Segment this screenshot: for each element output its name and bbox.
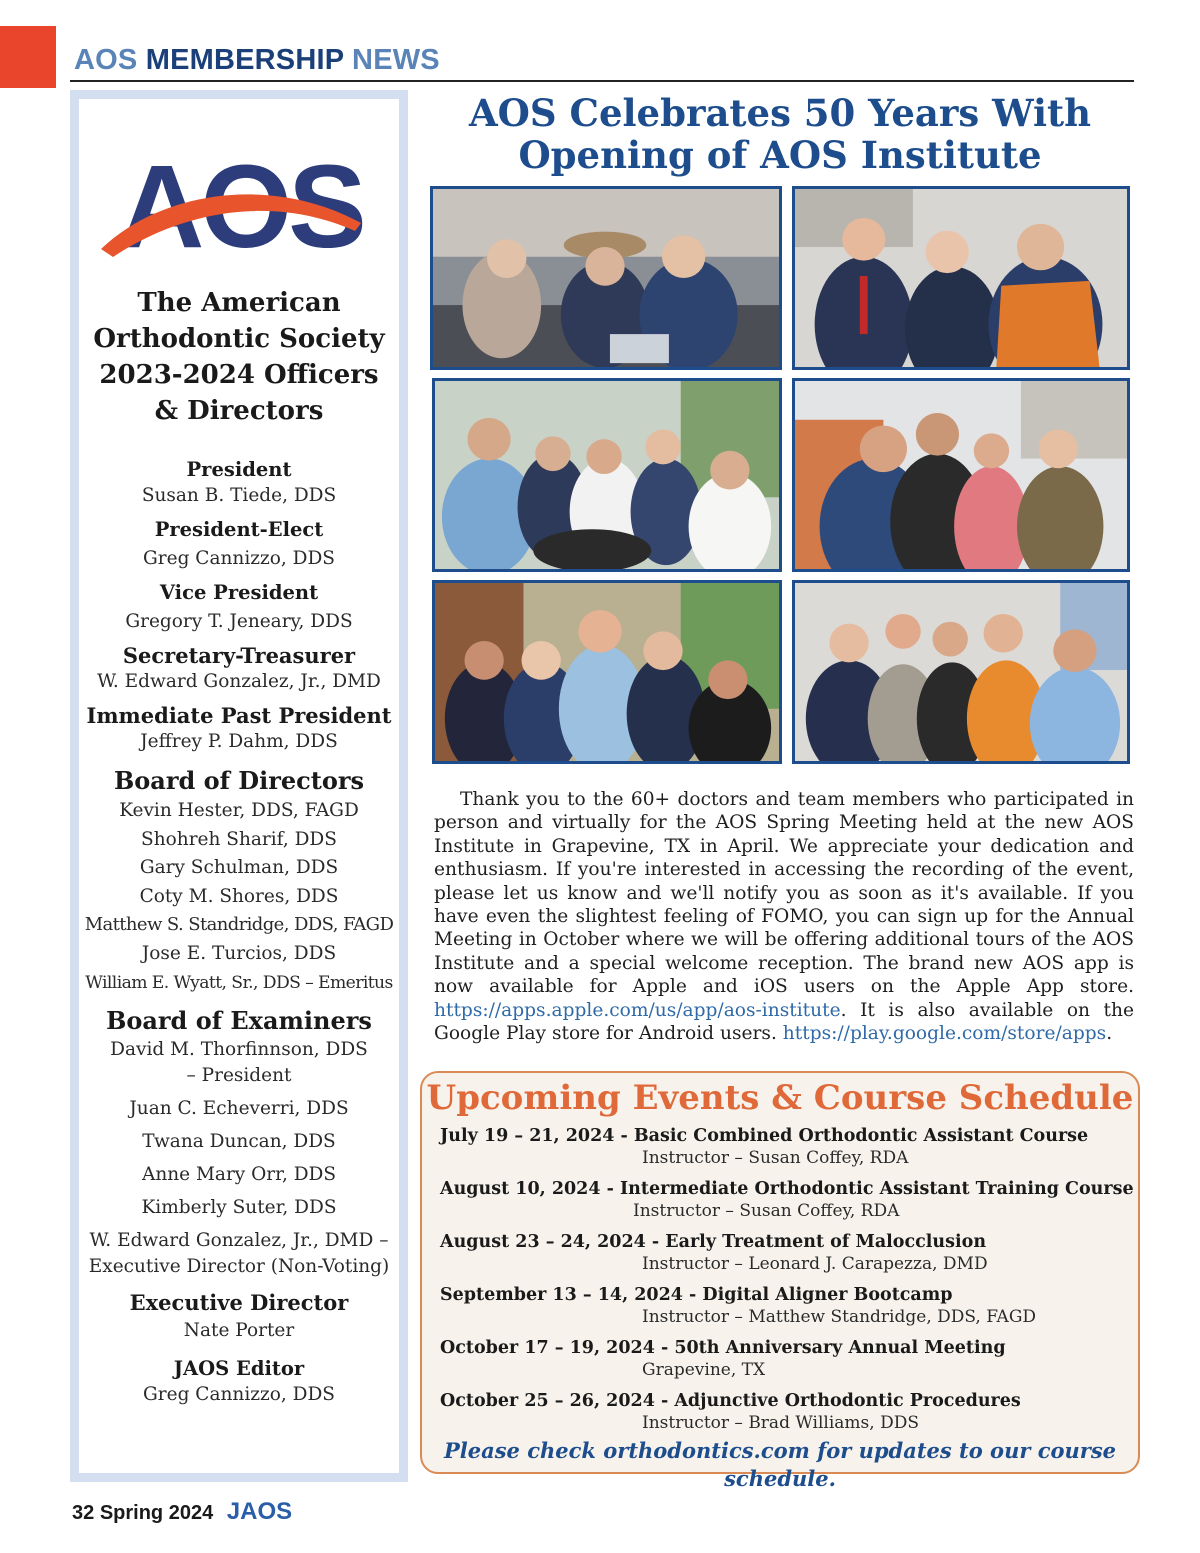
person-name: Greg Cannizzo, DDS bbox=[143, 1384, 335, 1406]
person-name: Twana Duncan, DDS bbox=[142, 1131, 336, 1153]
event-photo-4 bbox=[792, 378, 1130, 572]
event-line: August 23 – 24, 2024 - Early Treatment of Malocclusion bbox=[440, 1232, 987, 1252]
header-rule bbox=[70, 80, 1134, 82]
person-name: W. Edward Gonzalez, Jr., DMD – bbox=[89, 1230, 389, 1252]
person-name: Susan B. Tiede, DDS bbox=[141, 485, 337, 506]
event-line: September 13 – 14, 2024 - Digital Aligner Bootcamp bbox=[440, 1285, 953, 1305]
person-name: Nate Porter bbox=[183, 1320, 295, 1342]
article-text: . bbox=[1106, 1023, 1113, 1045]
person-name: Jose E. Turcios, DDS bbox=[141, 942, 337, 964]
board-of-examiners bbox=[79, 1005, 399, 1280]
event-photo-5 bbox=[432, 580, 782, 764]
person-name: – President bbox=[186, 1065, 292, 1087]
aos-logo-text: AOS bbox=[119, 145, 363, 265]
event-sub: Grapevine, TX bbox=[642, 1360, 766, 1380]
officer-president-elect bbox=[79, 517, 399, 572]
officer-president bbox=[79, 457, 399, 509]
event-photo-1 bbox=[430, 186, 782, 370]
person-name: Coty M. Shores, DDS bbox=[139, 885, 339, 907]
event-item bbox=[440, 1390, 1130, 1434]
event-item bbox=[440, 1337, 1130, 1381]
event-line: October 17 – 19, 2024 - 50th Anniversary Annual Meeting bbox=[440, 1338, 1006, 1358]
officers-title bbox=[79, 285, 399, 429]
event-sub: Instructor – Susan Coffey, RDA bbox=[642, 1148, 909, 1168]
person-name: William E. Wyatt, Sr., DDS – Emeritus bbox=[85, 972, 393, 993]
section-main: MEMBERSHIP bbox=[145, 44, 344, 76]
event-sub: Instructor – Matthew Standridge, DDS, FAGD bbox=[642, 1307, 1037, 1327]
board-heading: Board of Directors bbox=[113, 766, 365, 795]
title-line: Orthodontic Society bbox=[93, 324, 385, 354]
officer-roster bbox=[79, 457, 399, 1416]
article-title bbox=[430, 92, 1130, 176]
event-sub: Instructor – Susan Coffey, RDA bbox=[633, 1201, 900, 1221]
events-box bbox=[420, 1071, 1140, 1491]
event-photo-6 bbox=[792, 580, 1130, 764]
google-play-link[interactable]: https://play.google.com/store/apps bbox=[782, 1023, 1107, 1045]
event-item bbox=[440, 1178, 1134, 1222]
title-line: & Directors bbox=[154, 396, 324, 426]
section-prefix: AOS bbox=[74, 44, 138, 76]
person-name: Greg Cannizzo, DDS bbox=[143, 548, 335, 569]
role-label: Executive Director bbox=[129, 1290, 349, 1316]
jaos-editor bbox=[79, 1356, 399, 1408]
corner-accent-tab bbox=[0, 26, 56, 88]
board-of-directors bbox=[79, 765, 399, 997]
events-note: Please check orthodontics.com for updates to our course schedule. bbox=[443, 1438, 1117, 1491]
event-photo-3 bbox=[432, 378, 782, 572]
officer-past-president bbox=[79, 703, 399, 755]
person-name: Kevin Hester, DDS, FAGD bbox=[119, 800, 359, 821]
apple-app-link[interactable]: https://apps.apple.com/us/app/aos-institute bbox=[434, 999, 841, 1021]
person-name: Kimberly Suter, DDS bbox=[141, 1197, 337, 1219]
event-sub: Instructor – Leonard J. Carapezza, DMD bbox=[642, 1254, 988, 1274]
person-name: Gregory T. Jeneary, DDS bbox=[125, 611, 353, 632]
event-photo-2 bbox=[792, 186, 1130, 370]
title-line: AOS Celebrates 50 Years With bbox=[468, 91, 1092, 135]
title-line: Opening of AOS Institute bbox=[518, 133, 1042, 177]
article-text: Thank you to the 60+ doctors and team members who participated in person and virtually for the AOS Spring Meeting held at the new AOS Institute in Grapevine, TX in April. We appreciate your dedication and enthusiasm. If you're interested in accessing the recording of the event, please let us know and we'll notify you as soon as it's available. If you have even the slightest feeling of FOMO, you can sign up for the Annual Meeting in October where we will be offering additional tours of the AOS Institute and a special welcome reception. The brand new AOS app is now available for Apple and iOS users on the Apple App store. bbox=[434, 789, 1134, 998]
event-item bbox=[440, 1284, 1130, 1328]
role-label: Vice President bbox=[159, 581, 319, 604]
person-name: David M. Thorfinnson, DDS bbox=[110, 1039, 368, 1061]
title-line: 2023-2024 Officers bbox=[99, 360, 379, 390]
role-label: JAOS Editor bbox=[173, 1357, 305, 1381]
role-label: Secretary-Treasurer bbox=[122, 643, 356, 668]
person-name: Jeffrey P. Dahm, DDS bbox=[140, 731, 338, 752]
officer-secretary-treasurer bbox=[79, 643, 399, 695]
event-item bbox=[440, 1231, 1130, 1275]
event-line: October 25 – 26, 2024 - Adjunctive Orthodontic Procedures bbox=[440, 1391, 1021, 1411]
person-name: Matthew S. Standridge, DDS, FAGD bbox=[84, 914, 394, 936]
person-name: Gary Schulman, DDS bbox=[139, 857, 339, 879]
person-name: W. Edward Gonzalez, Jr., DMD bbox=[97, 671, 381, 692]
person-name: Shohreh Sharif, DDS bbox=[141, 828, 337, 850]
officers-sidebar bbox=[70, 90, 408, 1482]
role-label: President-Elect bbox=[154, 518, 324, 541]
article-body bbox=[434, 788, 1134, 1045]
role-label: Immediate Past President bbox=[86, 703, 392, 728]
article-text: . It is also available on the Google Play store for Android users. bbox=[434, 999, 1134, 1045]
person-name: Executive Director (Non-Voting) bbox=[88, 1256, 390, 1278]
section-header bbox=[74, 44, 440, 77]
issue-label: Spring 2024 bbox=[99, 1502, 214, 1524]
person-name: Anne Mary Orr, DDS bbox=[141, 1164, 337, 1186]
aos-logo bbox=[99, 145, 384, 265]
role-label: President bbox=[186, 458, 292, 481]
event-sub: Instructor – Brad Williams, DDS bbox=[642, 1413, 919, 1433]
event-line: July 19 – 21, 2024 - Basic Combined Orthodontic Assistant Course bbox=[440, 1126, 1089, 1146]
title-line: The American bbox=[137, 288, 341, 318]
board-heading: Board of Examiners bbox=[106, 1006, 372, 1036]
page-number: 32 bbox=[72, 1502, 95, 1524]
event-line: August 10, 2024 - Intermediate Orthodontic Assistant Training Course bbox=[440, 1179, 1134, 1199]
section-suffix: NEWS bbox=[352, 44, 440, 76]
event-item bbox=[440, 1125, 1130, 1169]
officer-vice-president bbox=[79, 580, 399, 635]
executive-director bbox=[79, 1288, 399, 1344]
person-name: Juan C. Echeverri, DDS bbox=[129, 1098, 349, 1120]
events-title: Upcoming Events & Course Schedule bbox=[426, 1078, 1134, 1118]
page-footer bbox=[72, 1498, 292, 1526]
journal-name: JAOS bbox=[226, 1498, 293, 1525]
